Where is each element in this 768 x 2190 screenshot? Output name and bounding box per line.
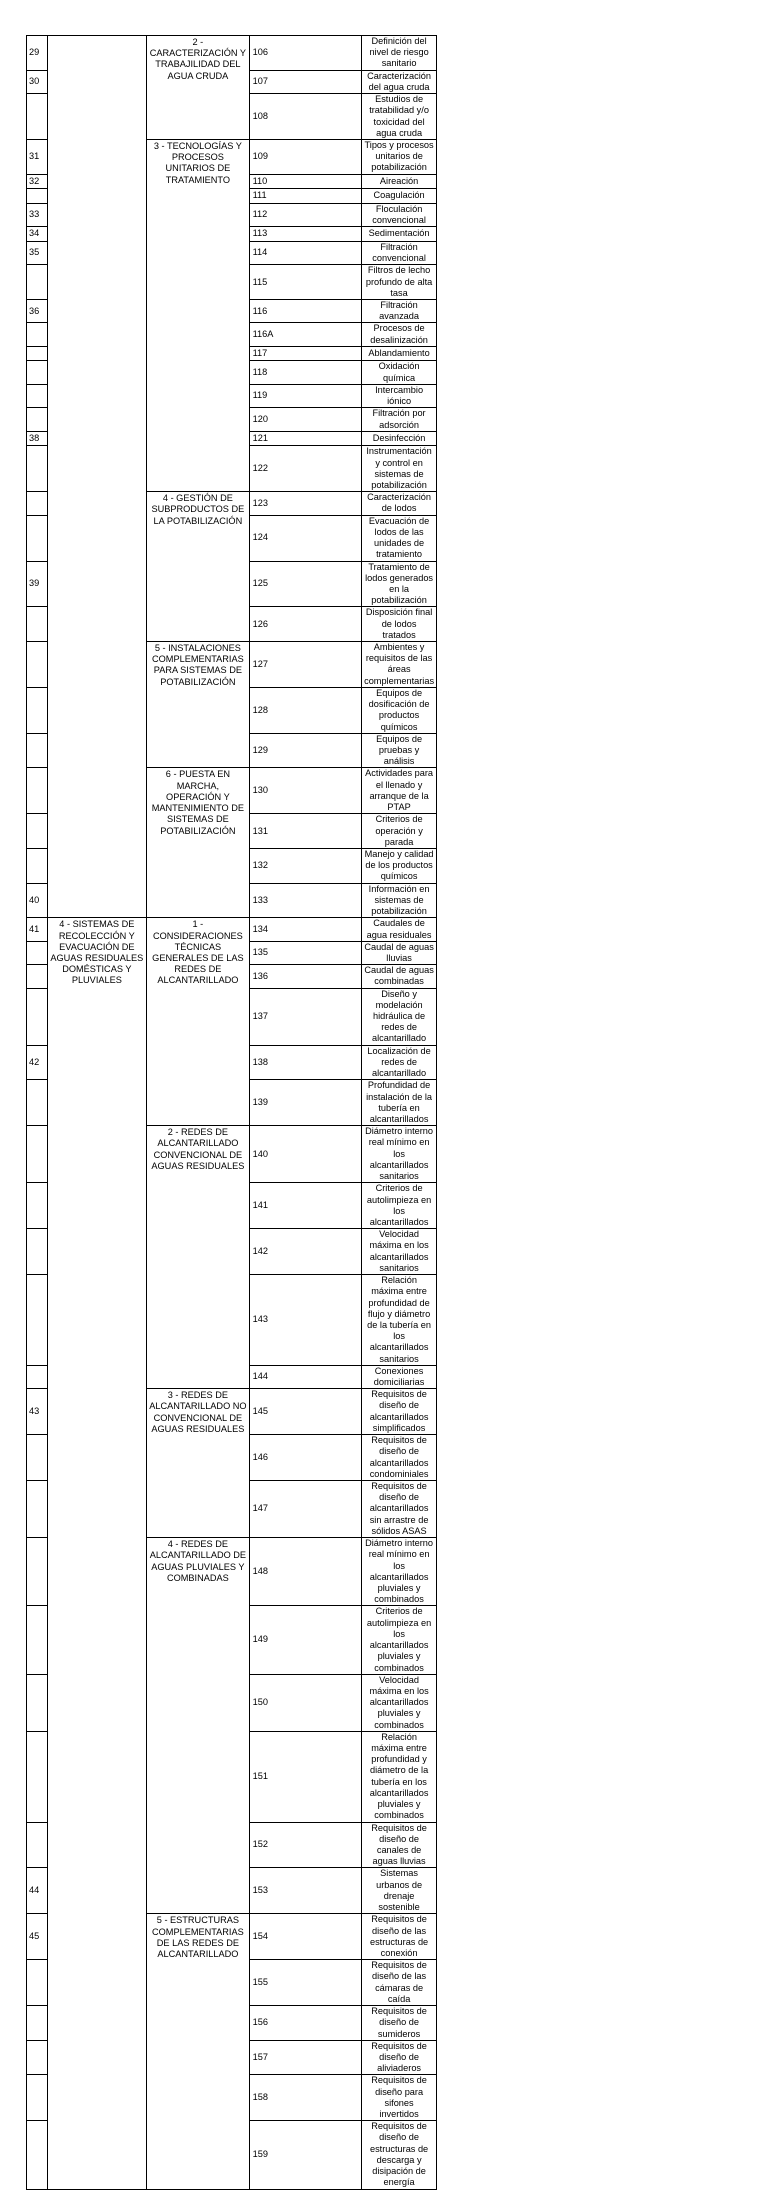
article-description-cell: Caracterización del agua cruda [362, 70, 437, 93]
article-description-cell: Relación máxima entre profundidad y diámetro de la tubería en los alcantarillados pluviales y combinados [362, 1731, 437, 1822]
page-number-cell: 39 [27, 561, 48, 607]
article-description-cell: Ablandamiento [362, 346, 437, 361]
article-number-cell: 129 [249, 733, 361, 768]
page-number-cell: 38 [27, 431, 48, 446]
page-number-cell: 42 [27, 1045, 48, 1080]
article-number-cell: 110 [249, 174, 361, 189]
article-description-cell: Ambientes y requisitos de las áreas complementarias [362, 642, 437, 688]
article-number-cell: 122 [249, 446, 361, 492]
page-number-cell: 31 [27, 139, 48, 174]
article-number-cell: 146 [249, 1435, 361, 1481]
article-number-cell: 119 [249, 384, 361, 407]
article-number-cell: 141 [249, 1183, 361, 1229]
article-description-cell: Requisitos de diseño de las estructuras de conexión [362, 1914, 437, 1960]
page-number-cell: 32 [27, 174, 48, 189]
page-number-cell: 30 [27, 70, 48, 93]
article-number-cell: 115 [249, 265, 361, 300]
index-table-body [27, 36, 768, 2190]
page-number-cell [27, 1538, 48, 1606]
article-number-cell: 117 [249, 346, 361, 361]
article-description-cell: Requisitos de diseño de aliviaderos [362, 2040, 437, 2075]
article-description-cell: Sistemas urbanos de drenaje sostenible [362, 1868, 437, 1914]
article-number-cell: 149 [249, 1606, 361, 1674]
page-number-cell [27, 1822, 48, 1868]
page-number-cell [27, 2006, 48, 2041]
article-description-cell: Velocidad máxima en los alcantarillados pluviales y combinados [362, 1674, 437, 1731]
page-number-cell [27, 1183, 48, 1229]
article-description-cell: Caudal de aguas lluvias [362, 941, 437, 964]
page-number-cell [27, 1606, 48, 1674]
article-number-cell: 135 [249, 941, 361, 964]
chapter-cell: 4 - REDES DE ALCANTARILLADO DE AGUAS PLUVIALES Y COMBINADAS [147, 1538, 249, 1914]
chapter-cell: 3 - TECNOLOGÍAS Y PROCESOS UNITARIOS DE TRATAMIENTO [147, 139, 249, 491]
page-number-cell [27, 2040, 48, 2075]
page-number-cell [27, 2121, 48, 2189]
page-number-cell [27, 265, 48, 300]
article-number-cell: 118 [249, 361, 361, 384]
page-number-cell [27, 941, 48, 964]
article-description-cell: Filtración convencional [362, 241, 437, 264]
page-number-cell: 43 [27, 1389, 48, 1435]
article-description-cell: Tratamiento de lodos generados en la potabilización [362, 561, 437, 607]
article-description-cell: Manejo y calidad de los productos químicos [362, 848, 437, 883]
chapter-cell: 5 - INSTALACIONES COMPLEMENTARIAS PARA SISTEMAS DE POTABILIZACIÓN [147, 642, 249, 768]
article-number-cell: 114 [249, 241, 361, 264]
chapter-cell: 3 - REDES DE ALCANTARILLADO NO CONVENCIONAL DE AGUAS RESIDUALES [147, 1389, 249, 1538]
article-number-cell: 150 [249, 1674, 361, 1731]
page-number-cell [27, 492, 48, 515]
page-number-cell: 29 [27, 36, 48, 71]
page-number-cell [27, 814, 48, 849]
page-number-cell [27, 1435, 48, 1481]
article-number-cell: 158 [249, 2075, 361, 2121]
article-description-cell: Requisitos de diseño de las cámaras de caída [362, 1960, 437, 2006]
page-number-cell [27, 642, 48, 688]
article-description-cell: Estudios de tratabilidad y/o toxicidad del agua cruda [362, 94, 437, 140]
table-row [27, 918, 768, 941]
page-number-cell [27, 323, 48, 346]
article-number-cell: 152 [249, 1822, 361, 1868]
table-row [27, 36, 768, 71]
article-number-cell: 139 [249, 1080, 361, 1126]
article-number-cell: 140 [249, 1126, 361, 1183]
article-description-cell: Requisitos de diseño de sumideros [362, 2006, 437, 2041]
article-number-cell: 138 [249, 1045, 361, 1080]
article-number-cell: 147 [249, 1481, 361, 1538]
article-description-cell: Requisitos de diseño de canales de aguas lluvias [362, 1822, 437, 1868]
page-number-cell: 44 [27, 1868, 48, 1914]
article-description-cell: Oxidación química [362, 361, 437, 384]
article-number-cell: 155 [249, 1960, 361, 2006]
article-description-cell: Sedimentación [362, 227, 437, 242]
article-number-cell: 153 [249, 1868, 361, 1914]
page-number-cell [27, 988, 48, 1045]
chapter-cell: 5 - ESTRUCTURAS COMPLEMENTARIAS DE LAS REDES DE ALCANTARILLADO [147, 1914, 249, 2189]
article-description-cell: Equipos de dosificación de productos químicos [362, 687, 437, 733]
article-number-cell: 151 [249, 1731, 361, 1822]
page-number-cell [27, 384, 48, 407]
article-description-cell: Actividades para el llenado y arranque de la PTAP [362, 768, 437, 814]
chapter-cell: 1 - CONSIDERACIONES TÉCNICAS GENERALES DE LAS REDES DE ALCANTARILLADO [147, 918, 249, 1126]
article-description-cell: Intercambio iónico [362, 384, 437, 407]
chapter-cell: 2 - CARACTERIZACIÓN Y TRABAJILIDAD DEL AGUA CRUDA [147, 36, 249, 140]
page-number-cell [27, 94, 48, 140]
article-number-cell: 107 [249, 70, 361, 93]
article-number-cell: 123 [249, 492, 361, 515]
article-number-cell: 128 [249, 687, 361, 733]
article-number-cell: 124 [249, 515, 361, 561]
page-number-cell [27, 189, 48, 204]
article-number-cell: 109 [249, 139, 361, 174]
article-description-cell: Requisitos de diseño de alcantarillados condominiales [362, 1435, 437, 1481]
article-description-cell: Caudales de agua residuales [362, 918, 437, 941]
article-description-cell: Caracterización de lodos [362, 492, 437, 515]
article-description-cell: Equipos de pruebas y análisis [362, 733, 437, 768]
page-number-cell: 33 [27, 203, 48, 226]
article-description-cell: Criterios de operación y parada [362, 814, 437, 849]
article-number-cell: 106 [249, 36, 361, 71]
page-number-cell [27, 346, 48, 361]
article-number-cell: 108 [249, 94, 361, 140]
article-description-cell: Diámetro interno real mínimo en los alcantarillados pluviales y combinados [362, 1538, 437, 1606]
article-description-cell: Filtros de lecho profundo de alta tasa [362, 265, 437, 300]
article-description-cell: Tipos y procesos unitarios de potabilización [362, 139, 437, 174]
article-description-cell: Instrumentación y control en sistemas de potabilización [362, 446, 437, 492]
article-description-cell: Profundidad de instalación de la tubería en alcantarillados [362, 1080, 437, 1126]
article-description-cell: Requisitos de diseño para sifones invertidos [362, 2075, 437, 2121]
page-number-cell [27, 361, 48, 384]
article-description-cell: Aireación [362, 174, 437, 189]
article-number-cell: 144 [249, 1365, 361, 1388]
chapter-cell: 6 - PUESTA EN MARCHA, OPERACIÓN Y MANTENIMIENTO DE SISTEMAS DE POTABILIZACIÓN [147, 768, 249, 918]
chapter-cell: 2 - REDES DE ALCANTARILLADO CONVENCIONAL DE AGUAS RESIDUALES [147, 1126, 249, 1389]
article-description-cell: Relación máxima entre profundidad de flujo y diámetro de la tubería en los alcantarillados sanitarios [362, 1275, 437, 1366]
page-number-cell: 35 [27, 241, 48, 264]
article-description-cell: Evacuación de lodos de las unidades de tratamiento [362, 515, 437, 561]
page-number-cell [27, 1126, 48, 1183]
page-number-cell: 41 [27, 918, 48, 941]
article-number-cell: 137 [249, 988, 361, 1045]
page-number-cell [27, 965, 48, 988]
article-number-cell: 142 [249, 1229, 361, 1275]
article-number-cell: 113 [249, 227, 361, 242]
page-number-cell [27, 1365, 48, 1388]
page-number-cell [27, 1080, 48, 1126]
page-number-cell [27, 687, 48, 733]
article-description-cell: Filtración por adsorción [362, 408, 437, 431]
article-number-cell: 148 [249, 1538, 361, 1606]
article-description-cell: Información en sistemas de potabilización [362, 883, 437, 918]
article-description-cell: Conexiones domiciliarias [362, 1365, 437, 1388]
article-number-cell: 121 [249, 431, 361, 446]
article-number-cell: 116 [249, 299, 361, 322]
article-description-cell: Diseño y modelación hidráulica de redes de alcantarillado [362, 988, 437, 1045]
article-description-cell: Diámetro interno real mínimo en los alcantarillados sanitarios [362, 1126, 437, 1183]
article-description-cell: Requisitos de diseño de alcantarillados simplificados [362, 1389, 437, 1435]
title-cell: 4 - SISTEMAS DE RECOLECCIÓN Y EVACUACIÓN DE AGUAS RESIDUALES DOMÉSTICAS Y PLUVIALES [47, 918, 147, 2189]
page-number-cell: 40 [27, 883, 48, 918]
article-number-cell: 132 [249, 848, 361, 883]
article-number-cell: 126 [249, 607, 361, 642]
page-number-cell [27, 607, 48, 642]
article-description-cell: Procesos de desalinización [362, 323, 437, 346]
article-number-cell: 111 [249, 189, 361, 204]
article-description-cell: Requisitos de diseño de estructuras de descarga y disipación de energía [362, 2121, 437, 2189]
article-description-cell: Filtración avanzada [362, 299, 437, 322]
article-description-cell: Desinfección [362, 431, 437, 446]
article-number-cell: 145 [249, 1389, 361, 1435]
article-number-cell: 136 [249, 965, 361, 988]
page-number-cell: 45 [27, 1914, 48, 1960]
article-description-cell: Localización de redes de alcantarillado [362, 1045, 437, 1080]
article-number-cell: 134 [249, 918, 361, 941]
chapter-cell: 4 - GESTIÓN DE SUBPRODUCTOS DE LA POTABILIZACIÓN [147, 492, 249, 642]
article-number-cell: 127 [249, 642, 361, 688]
page-number-cell [27, 408, 48, 431]
article-number-cell: 120 [249, 408, 361, 431]
article-number-cell: 143 [249, 1275, 361, 1366]
article-number-cell: 159 [249, 2121, 361, 2189]
article-description-cell: Criterios de autolimpieza en los alcantarillados [362, 1183, 437, 1229]
page-number-cell [27, 1229, 48, 1275]
article-description-cell: Caudal de aguas combinadas [362, 965, 437, 988]
article-description-cell: Coagulación [362, 189, 437, 204]
article-number-cell: 154 [249, 1914, 361, 1960]
article-number-cell: 157 [249, 2040, 361, 2075]
article-number-cell: 130 [249, 768, 361, 814]
article-description-cell: Disposición final de lodos tratados [362, 607, 437, 642]
title-cell [47, 36, 147, 918]
page-number-cell [27, 515, 48, 561]
page-number-cell: 36 [27, 299, 48, 322]
page-number-cell [27, 1674, 48, 1731]
page-number-cell [27, 1481, 48, 1538]
page-number-cell [27, 768, 48, 814]
article-number-cell: 133 [249, 883, 361, 918]
page-number-cell [27, 2075, 48, 2121]
page-number-cell [27, 733, 48, 768]
article-number-cell: 116A [249, 323, 361, 346]
index-table [26, 35, 768, 2190]
article-number-cell: 131 [249, 814, 361, 849]
page-number-cell [27, 1960, 48, 2006]
article-description-cell: Definición del nivel de riesgo sanitario [362, 36, 437, 71]
article-description-cell: Requisitos de diseño de alcantarillados sin arrastre de sólidos ASAS [362, 1481, 437, 1538]
page-number-cell: 34 [27, 227, 48, 242]
article-number-cell: 125 [249, 561, 361, 607]
article-description-cell: Criterios de autolimpieza en los alcantarillados pluviales y combinados [362, 1606, 437, 1674]
article-description-cell: Floculación convencional [362, 203, 437, 226]
article-number-cell: 156 [249, 2006, 361, 2041]
page-number-cell [27, 446, 48, 492]
article-number-cell: 112 [249, 203, 361, 226]
article-description-cell: Velocidad máxima en los alcantarillados sanitarios [362, 1229, 437, 1275]
page-number-cell [27, 848, 48, 883]
page-number-cell [27, 1731, 48, 1822]
page-number-cell [27, 1275, 48, 1366]
